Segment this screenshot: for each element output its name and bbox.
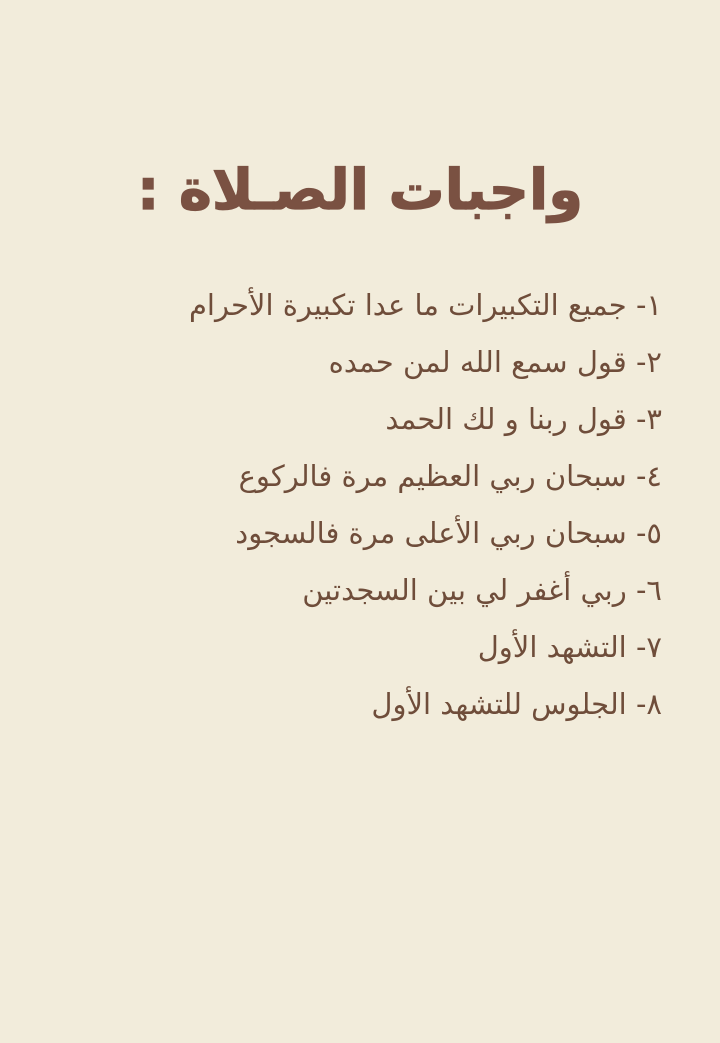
poster-background bbox=[0, 150, 720, 1043]
list-item: ٣- قول ربنا و لك الحمد bbox=[385, 402, 662, 437]
list-item: ١- جميع التكبيرات ما عدا تكبيرة الأحرام bbox=[188, 288, 662, 323]
obligations-list bbox=[0, 277, 720, 733]
list-item: ٧- التشهد الأول bbox=[477, 630, 662, 665]
list-item: ٢- قول سمع الله لمن حمده bbox=[328, 345, 662, 380]
list-item: ٤- سبحان ربي العظيم مرة فالركوع bbox=[238, 459, 662, 494]
list-item: ٨- الجلوس للتشهد الأول bbox=[371, 687, 662, 722]
list-item: ٦- ربي أغفر لي بين السجدتين bbox=[302, 573, 662, 608]
list-item: ٥- سبحان ربي الأعلى مرة فالسجود bbox=[235, 516, 662, 551]
page-title: واجبات الصـلاة : bbox=[136, 158, 584, 223]
